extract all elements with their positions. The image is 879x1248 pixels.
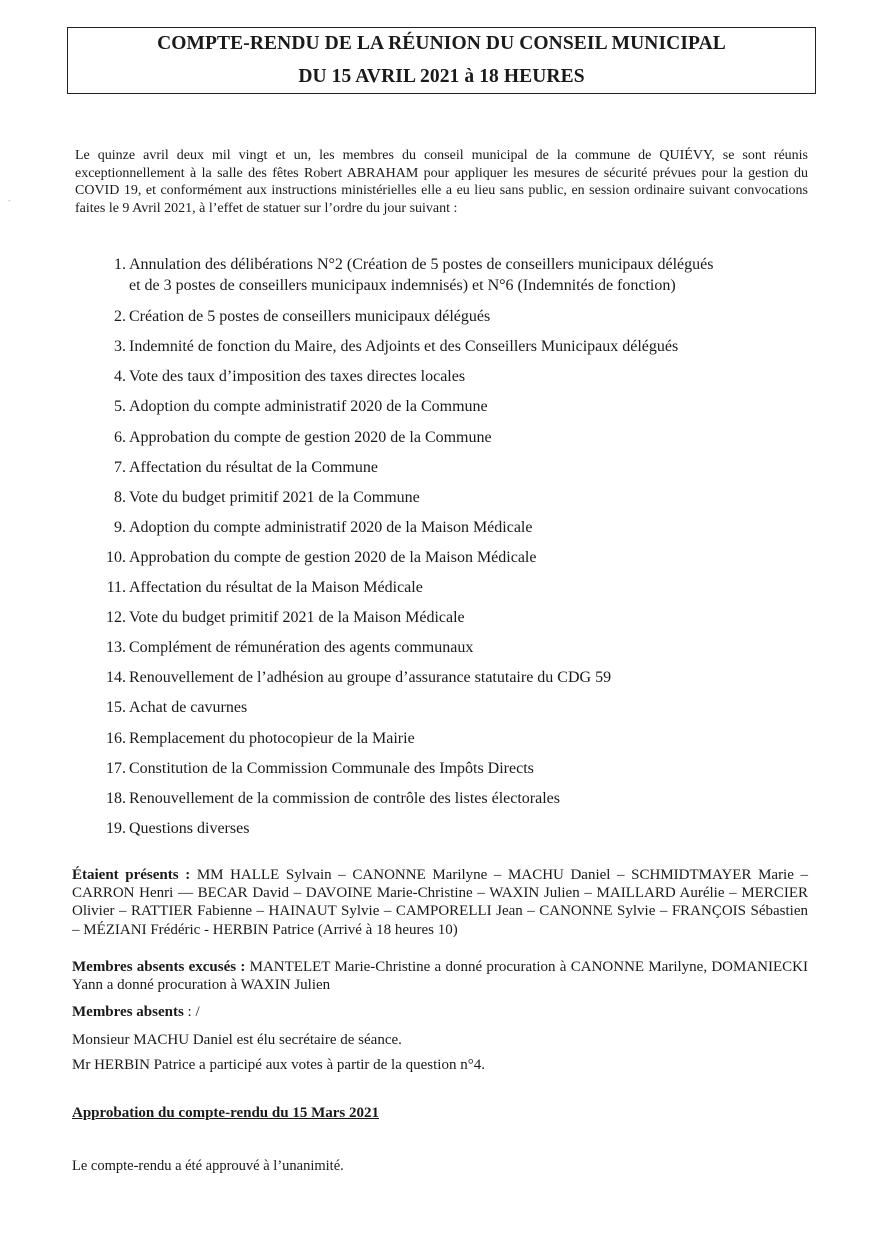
agenda-item-number: 2. [114, 308, 126, 325]
agenda-item-line: Complément de rémunération des agents communaux [129, 639, 474, 656]
secretary-statement: Monsieur MACHU Daniel est élu secrétaire de séance. [72, 1032, 402, 1048]
agenda-item-text [129, 607, 819, 628]
agenda-item-number: 12. [106, 609, 126, 626]
agenda-item-number: 1. [114, 256, 126, 273]
agenda-item-line: Renouvellement de la commission de contrôle des listes électorales [129, 790, 560, 807]
agenda-item-text [129, 487, 819, 508]
agenda-item-line: Vote des taux d’imposition des taxes directes locales [129, 368, 466, 385]
agenda-item-text [129, 818, 819, 839]
absent-value: : / [183, 1004, 200, 1020]
approval-heading: Approbation du compte-rendu du 15 Mars 2021 [72, 1105, 379, 1121]
agenda-item-line: Affectation du résultat de la Commune [129, 459, 378, 476]
agenda-item-number: 15. [106, 699, 126, 716]
agenda-item-line: Achat de cavurnes [129, 699, 248, 716]
agenda-item-text [129, 517, 819, 538]
agenda-item-line: Vote du budget primitif 2021 de la Maison Médicale [129, 609, 465, 626]
agenda-item-line: Vote du budget primitif 2021 de la Commune [129, 489, 420, 506]
excused-names: MANTELET Marie-Christine a donné procuration à CANONNE Marilyne, DOMANIECKI Yann a donné procuration à WAXIN Julien [72, 959, 809, 994]
present-names: MM HALLE Sylvain – CANONNE Marilyne – MACHU Daniel – SCHMIDTMAYER Marie – CARRON Henri — BECAR David – DAVOINE Marie-Christine – WAXIN Julien – MAILLARD Aurélie – MERCIER Olivier – RATTIER Fabienne – HAINAUT Sylvie – CAMPORELLI Jean – CANONNE Sylvie – FRANÇOIS Sébastien – MÉZIANI Frédéric - HERBIN Patrice (Arrivé à 18 heures 10) [72, 867, 808, 938]
agenda-item-text [129, 637, 819, 658]
present-members [72, 866, 808, 939]
agenda-item-number: 19. [106, 820, 126, 837]
agenda-item-text [129, 758, 819, 779]
agenda-item-number: 8. [114, 489, 126, 506]
agenda-item-number: 14. [106, 669, 126, 686]
agenda-item-number: 4. [114, 368, 126, 385]
agenda-item-text [129, 427, 819, 448]
present-label: Étaient présents : [72, 867, 191, 883]
agenda-item-number: 9. [114, 519, 126, 536]
agenda-item-number: 5. [114, 398, 126, 415]
agenda-item-text [129, 547, 819, 568]
absent-members [72, 1003, 200, 1021]
agenda-list [0, 254, 879, 844]
agenda-item-line: Affectation du résultat de la Maison Médicale [129, 579, 423, 596]
agenda-item-line: Adoption du compte administratif 2020 de la Commune [129, 398, 488, 415]
agenda-item-line: Renouvellement de l’adhésion au groupe d’assurance statutaire du CDG 59 [129, 669, 612, 686]
agenda-item-number: 10. [106, 549, 126, 566]
agenda-item-line: Adoption du compte administratif 2020 de la Maison Médicale [129, 519, 533, 536]
agenda-item-text [129, 788, 819, 809]
agenda-item-number: 6. [114, 429, 126, 446]
agenda-item-text [129, 457, 819, 478]
agenda-item-number: 13. [106, 639, 126, 656]
excused-members [72, 958, 808, 994]
agenda-item-text [129, 366, 819, 387]
agenda-item-line: Création de 5 postes de conseillers municipaux délégués [129, 308, 491, 325]
agenda-item-text [129, 336, 819, 357]
agenda-item-line: Questions diverses [129, 820, 250, 837]
agenda-item-line: Indemnité de fonction du Maire, des Adjoints et des Conseillers Municipaux délégués [129, 338, 679, 355]
agenda-item-number: 17. [106, 760, 126, 777]
agenda-item-line: et de 3 postes de conseillers municipaux indemnisés) et N°6 (Indemnités de fonction) [129, 277, 676, 294]
agenda-item-number: 16. [106, 730, 126, 747]
agenda-item-line: Remplacement du photocopieur de la Mairie [129, 730, 415, 747]
intro-paragraph: Le quinze avril deux mil vingt et un, les membres du conseil municipal de la commune de QUIÉVY, se sont réunis exceptionnellement à la salle des fêtes Robert ABRAHAM pour appliquer les mesures de sécurité prévues pour la gestion du COVID 19, et conformément aux instructions ministérielles elle a eu lieu sans public, en session ordinaire suivant convocations faites le 9 Avril 2021, à l’effet de statuer sur l’ordre du jour suivant : [75, 148, 808, 216]
agenda-item-line: Approbation du compte de gestion 2020 de la Commune [129, 429, 492, 446]
agenda-item-line: Constitution de la Commission Communale des Impôts Directs [129, 760, 534, 777]
title-box [67, 27, 816, 94]
agenda-item-text [129, 577, 819, 598]
agenda-item-text [129, 697, 819, 718]
agenda-item-number: 11. [106, 579, 126, 596]
agenda-item-line: Annulation des délibérations N°2 (Création de 5 postes de conseillers municipaux délégués [129, 256, 714, 273]
document-title: COMPTE-RENDU DE LA RÉUNION DU CONSEIL MUNICIPAL [157, 33, 726, 54]
agenda-item-number: 3. [114, 338, 126, 355]
absent-label: Membres absents [72, 1004, 184, 1020]
agenda-item-line: Approbation du compte de gestion 2020 de la Maison Médicale [129, 549, 537, 566]
herbin-note: Mr HERBIN Patrice a participé aux votes à partir de la question n°4. [72, 1057, 485, 1073]
agenda-item-text [129, 396, 819, 417]
excused-label: Membres absents excusés : [72, 959, 246, 975]
agenda-item-text [129, 728, 819, 749]
agenda-item-number: 18. [106, 790, 126, 807]
document-subtitle-date: DU 15 AVRIL 2021 à 18 HEURES [298, 66, 585, 87]
margin-mark: - [8, 196, 11, 205]
agenda-item-text [129, 667, 819, 688]
approval-text: Le compte-rendu a été approuvé à l’unanimité. [72, 1158, 344, 1174]
agenda-item-number: 7. [114, 459, 126, 476]
agenda-item-text [129, 306, 819, 327]
agenda-item-text [129, 254, 819, 296]
